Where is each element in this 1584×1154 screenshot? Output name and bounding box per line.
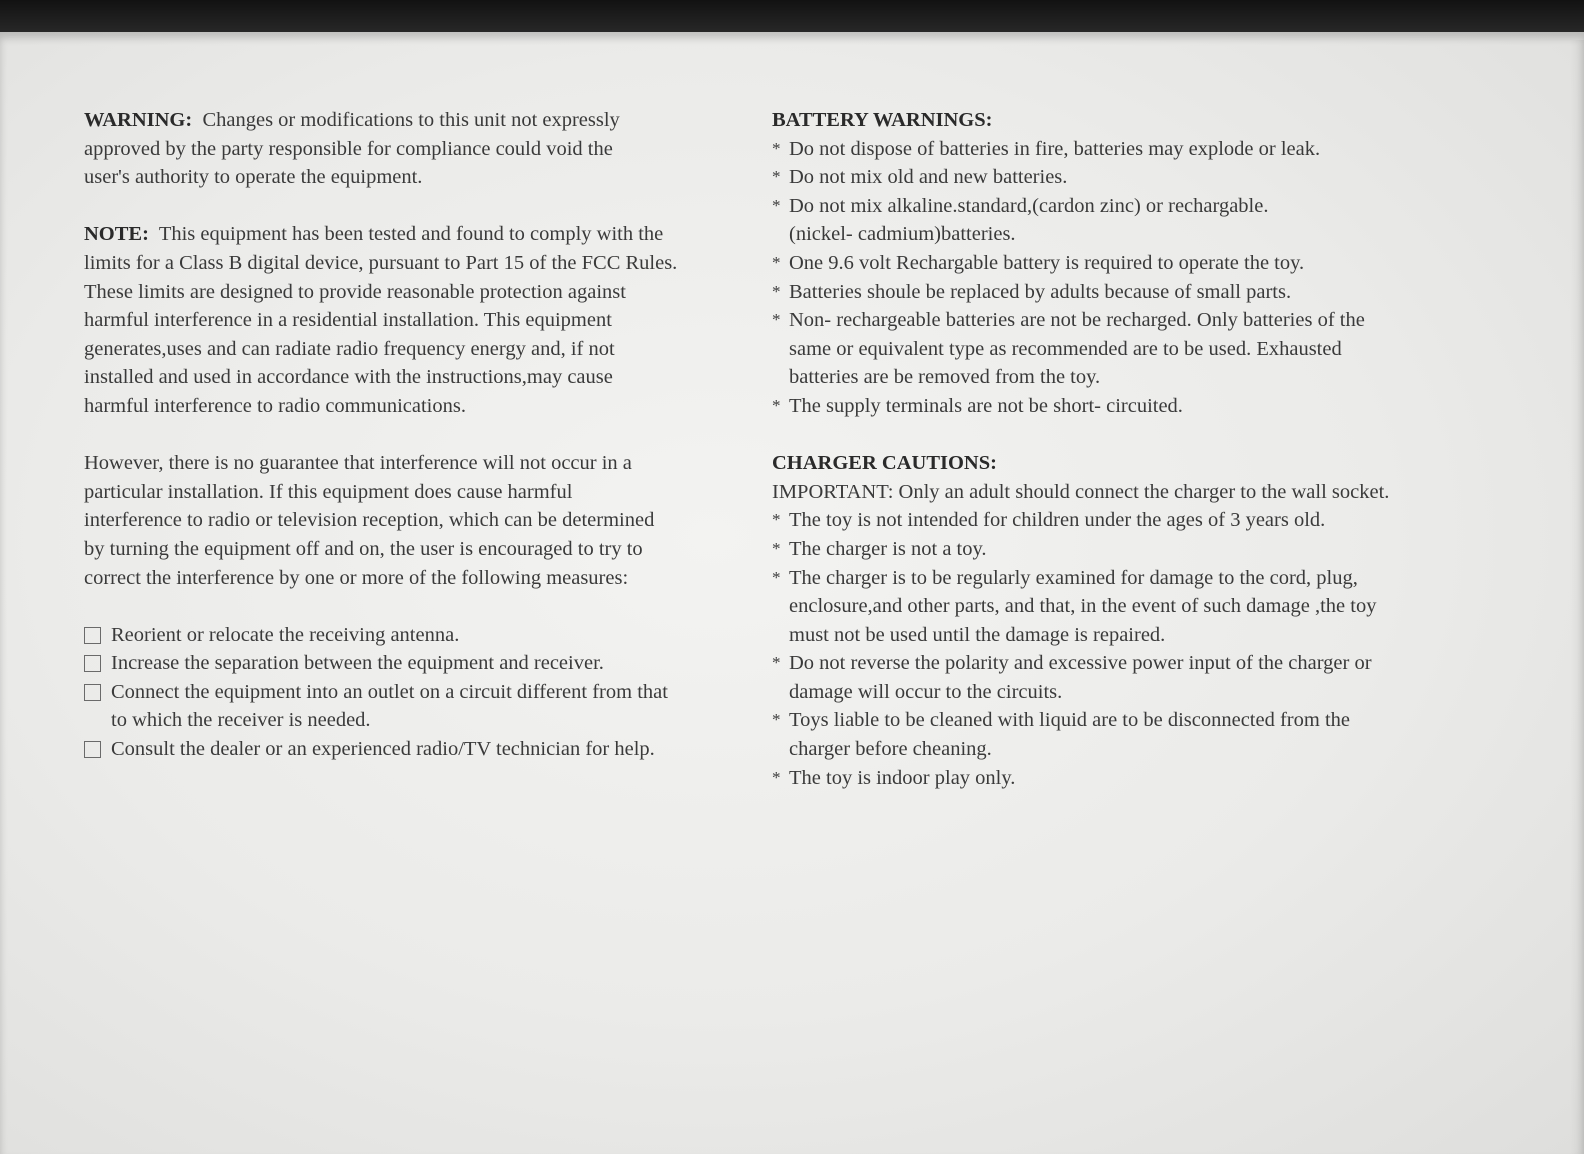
however-line: by turning the equipment off and on, the user is encouraged to try to <box>84 537 643 560</box>
battery-warning-line: One 9.6 volt Rechargable battery is required to operate the toy. <box>789 251 1305 274</box>
measure-line: Increase the separation between the equipment and receiver. <box>111 652 604 675</box>
measure-line: Connect the equipment into an outlet on a circuit different from that <box>111 680 668 703</box>
battery-warning-line: Do not mix alkaline.standard,(cardon zinc) or rechargable. <box>789 194 1269 217</box>
note-first-line <box>84 220 744 249</box>
measures-list <box>84 621 744 764</box>
charger-cautions-heading: CHARGER CAUTIONS: <box>772 452 997 475</box>
battery-warning-item <box>772 306 1472 392</box>
left-column <box>84 106 744 764</box>
battery-warning-item <box>772 163 1472 192</box>
battery-warning-line: (nickel- cadmium)batteries. <box>789 223 1016 246</box>
charger-caution-item <box>772 706 1472 763</box>
asterisk-bullet-icon: * <box>772 653 781 673</box>
note-line: harmful interference to radio communications. <box>84 394 466 417</box>
checkbox-icon <box>84 684 101 701</box>
charger-cautions-list <box>772 506 1472 792</box>
note-label: NOTE: <box>84 223 149 246</box>
measure-item <box>84 735 744 764</box>
however-paragraph <box>84 449 744 592</box>
charger-caution-line: The charger is not a toy. <box>789 537 987 560</box>
charger-caution-line: charger before cheaning. <box>789 738 992 761</box>
paper-right-edge-shadow <box>1570 40 1584 1154</box>
battery-warning-item <box>772 135 1472 164</box>
warning-label: WARNING: <box>84 109 193 131</box>
asterisk-bullet-icon: * <box>772 510 781 530</box>
warning-paragraph <box>84 106 744 192</box>
asterisk-bullet-icon: * <box>772 252 781 272</box>
note-line: limits for a Class B digital device, pursuant to Part 15 of the FCC Rules. <box>84 251 678 274</box>
battery-warning-item <box>772 192 1472 249</box>
charger-caution-line: enclosure,and other parts, and that, in the event of such damage ,the toy <box>789 595 1377 618</box>
checkbox-icon <box>84 655 101 672</box>
charger-caution-line: The toy is not intended for children under the ages of 3 years old. <box>789 509 1326 532</box>
measure-line: Consult the dealer or an experienced radio/TV technician for help. <box>111 738 655 761</box>
measure-item <box>84 649 744 678</box>
battery-warning-line: same or equivalent type as recommended are to be used. Exhausted <box>789 337 1342 360</box>
battery-warning-line: Non- rechargeable batteries are not be recharged. Only batteries of the <box>789 309 1365 332</box>
measure-line: to which the receiver is needed. <box>111 709 371 732</box>
battery-warning-line: batteries are be removed from the toy. <box>789 366 1101 389</box>
battery-warning-item <box>772 249 1472 278</box>
note-line: generates,uses and can radiate radio frequency energy and, if not <box>84 337 615 360</box>
charger-caution-line: The charger is to be regularly examined for damage to the cord, plug, <box>789 566 1358 589</box>
asterisk-bullet-icon: * <box>772 195 781 215</box>
asterisk-bullet-icon: * <box>772 538 781 558</box>
charger-caution-item <box>772 564 1472 650</box>
checkbox-icon <box>84 741 101 758</box>
measure-item <box>84 621 744 650</box>
measure-line: Reorient or relocate the receiving antenna. <box>111 623 460 646</box>
asterisk-bullet-icon: * <box>772 567 781 587</box>
however-line: correct the interference by one or more of the following measures: <box>84 566 629 589</box>
scanner-top-edge <box>0 0 1584 36</box>
asterisk-bullet-icon: * <box>772 281 781 301</box>
asterisk-bullet-icon: * <box>772 310 781 330</box>
note-paragraph <box>84 220 744 420</box>
warning-line: Changes or modifications to this unit not expressly <box>202 109 620 131</box>
asterisk-bullet-icon: * <box>772 767 781 787</box>
battery-warning-line: Do not dispose of batteries in fire, batteries may explode or leak. <box>789 137 1321 160</box>
note-line: harmful interference in a residential installation. This equipment <box>84 309 612 332</box>
charger-caution-line: The toy is indoor play only. <box>789 766 1016 789</box>
charger-caution-item <box>772 535 1472 564</box>
charger-caution-item <box>772 764 1472 793</box>
battery-warnings-list <box>772 135 1472 421</box>
battery-warning-line: Do not mix old and new batteries. <box>789 166 1068 189</box>
asterisk-bullet-icon: * <box>772 138 781 158</box>
battery-warning-line: Batteries shoule be replaced by adults because of small parts. <box>789 280 1292 303</box>
charger-caution-item <box>772 649 1472 706</box>
however-line: interference to radio or television reception, which can be determined <box>84 509 655 532</box>
warning-line: user's authority to operate the equipment. <box>84 166 423 189</box>
however-line: particular installation. If this equipment does cause harmful <box>84 480 573 503</box>
checkbox-icon <box>84 627 101 644</box>
asterisk-bullet-icon: * <box>772 167 781 187</box>
charger-caution-item <box>772 506 1472 535</box>
charger-important-line: IMPORTANT: Only an adult should connect the charger to the wall socket. <box>772 480 1390 503</box>
battery-warning-item <box>772 278 1472 307</box>
note-line: These limits are designed to provide reasonable protection against <box>84 280 626 303</box>
charger-caution-line: must not be used until the damage is repaired. <box>789 623 1166 646</box>
right-column <box>772 106 1472 792</box>
note-line: installed and used in accordance with the instructions,may cause <box>84 366 613 389</box>
asterisk-bullet-icon: * <box>772 710 781 730</box>
measure-item <box>84 678 744 735</box>
asterisk-bullet-icon: * <box>772 395 781 415</box>
charger-caution-line: Do not reverse the polarity and excessive power input of the charger or <box>789 652 1372 675</box>
battery-warning-item <box>772 392 1472 421</box>
charger-caution-line: damage will occur to the circuits. <box>789 680 1063 703</box>
battery-warnings-heading: BATTERY WARNINGS: <box>772 109 993 131</box>
warning-first-line <box>84 106 744 135</box>
warning-line: approved by the party responsible for compliance could void the <box>84 137 613 160</box>
however-line: However, there is no guarantee that interference will not occur in a <box>84 452 632 475</box>
section-spacer <box>772 421 1472 450</box>
charger-caution-line: Toys liable to be cleaned with liquid are to be disconnected from the <box>789 709 1350 732</box>
note-line: This equipment has been tested and found to comply with the <box>158 223 664 246</box>
battery-warning-line: The supply terminals are not be short- circuited. <box>789 394 1183 417</box>
